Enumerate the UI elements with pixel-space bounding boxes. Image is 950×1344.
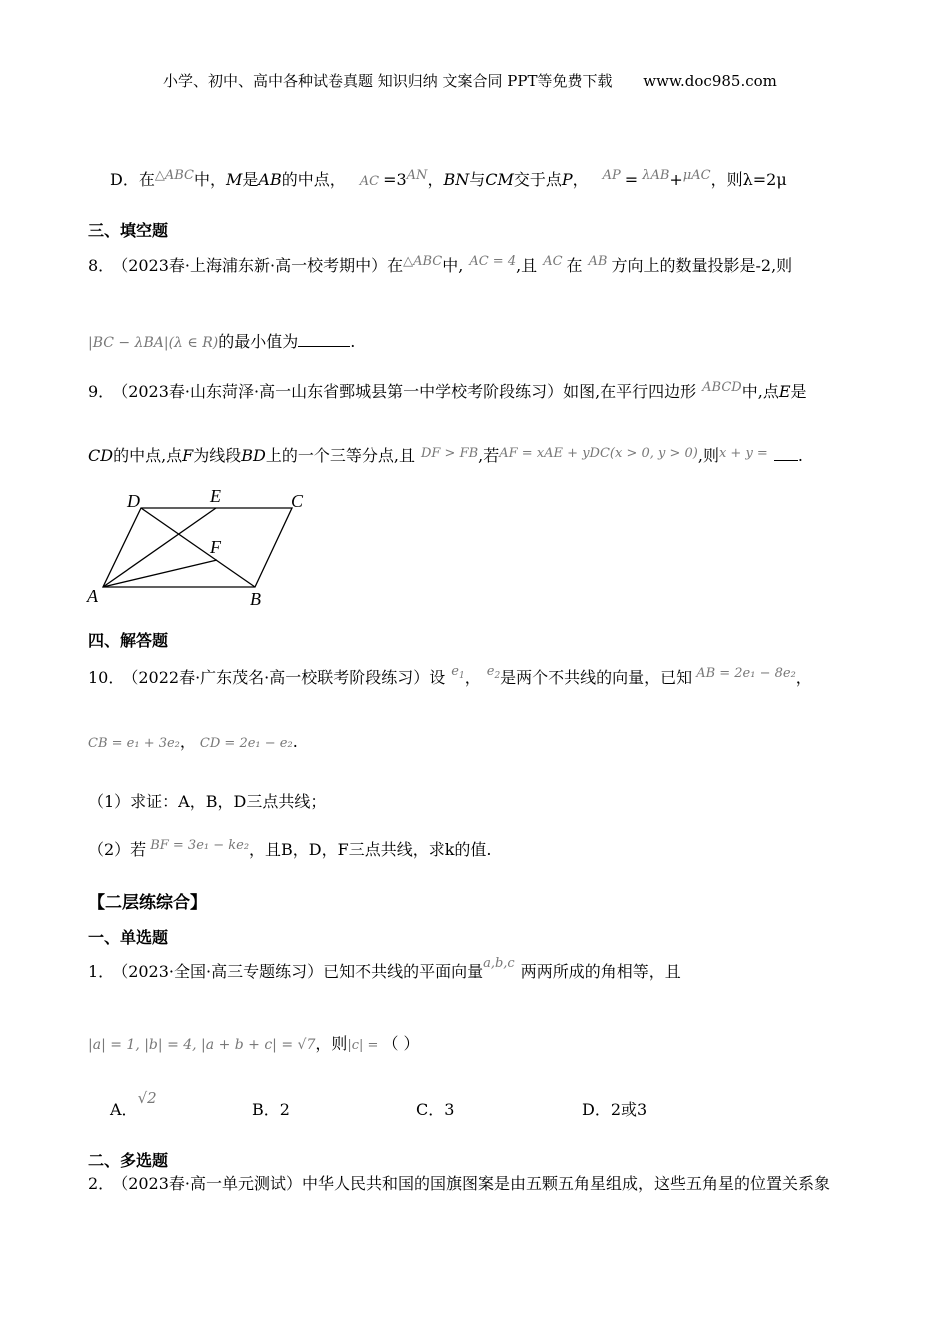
line-cm: CM [485,170,514,189]
section-single-choice: 一、单选题 [88,928,169,947]
text: A． [110,1100,138,1119]
line-af [103,560,217,587]
text: 是 [242,170,259,189]
text: 与 [469,170,486,189]
text: . [350,332,356,351]
magnitude-c: |c| = [347,1038,379,1053]
vectors-abc: a,b,c [483,956,515,971]
q10-line1 [88,664,812,694]
q9-line2 [88,444,803,468]
text: ,若 [478,446,500,465]
vec-ab: AB [588,254,608,269]
line-bn: BN [443,170,470,189]
text: ， [427,170,444,189]
text: . [797,446,803,465]
parallelogram-abcd: ABCD [702,380,742,395]
vec-e1: e1 [451,664,465,681]
triangle-abc: △ABC [403,254,443,269]
page-header [163,70,777,91]
section-multiple-choice: 二、多选题 [88,1151,169,1170]
q1-line2 [88,1034,420,1056]
text: ， [464,668,481,687]
min-expression: |BC − λBA|(λ ∈ R) [88,335,219,351]
lambda-ab: λAB [642,168,670,183]
q9-number: 9． [88,382,115,401]
text: 在 [566,256,583,275]
vec-ab-expr: AB = 2e₁ − 8e₂ [696,666,796,681]
answer-blank[interactable] [774,444,798,461]
label-b: B [250,589,261,609]
text: ， [179,732,196,751]
text: 交于点 [513,170,562,189]
q1-line1 [88,956,681,984]
section-answer: 四、解答题 [88,631,169,650]
text: . [292,732,298,751]
vec-cb-expr: CB = e₁ + 3e₂ [88,736,180,751]
q8-source: （2023春·上海浦东新·高一校考期中）在 [120,256,404,275]
x-plus-y: x + y = [718,446,768,461]
text: 中, [442,256,464,275]
text: ， [795,668,812,687]
vec-ac: AC [543,254,563,269]
point-m: M [226,170,243,189]
vec-ac: AC [359,174,380,189]
header-url: www.doc985.com [643,72,777,90]
choice-paren: （ ） [382,1034,420,1053]
segment-bd: BD [241,446,266,465]
sqrt2: √2 [137,1089,157,1107]
q2-number: 2． [88,1174,115,1193]
section-fill-blank: 三、填空题 [88,221,169,240]
q10-number: 10． [88,668,125,687]
vec-e2: e2 [486,664,501,681]
segment-cd: CD [88,446,114,465]
header-text: 小学、初中、高中各种试卷真题 知识归纳 文案合同 PPT等免费下载 [163,72,613,90]
label-c: C [291,491,304,511]
q10-part2 [88,840,492,862]
q10-source: （2022春·广东茂名·高一校联考阶段练习）设 [130,668,446,687]
q9-source: （2023春·山东菏泽·高一山东省鄄城县第一中学校考阶段练习）如图,在平行四边形 [120,382,697,401]
q2-text: （2023春·高一单元测试）中华人民共和国的国旗图案是由五颗五角星组成，这些五角星的位置关系象 [120,1174,830,1193]
text: 中， [193,170,226,189]
label-e: E [210,486,221,506]
q1-option-c[interactable]: C．3 [416,1100,455,1119]
q8-number: 8． [88,256,115,275]
option-d-line [110,170,787,192]
q1-option-a[interactable] [110,1089,157,1120]
q8-line1 [88,256,792,278]
df-gt-fb: DF > FB [420,446,479,461]
text: ,则 [697,446,719,465]
text: 是 [790,382,807,401]
text: 为线段 [193,446,242,465]
magnitude-conditions: |a| = 1, |b| = 4, |a + b + c| = √7 [88,1037,316,1053]
text: 的最小值为 [218,332,299,351]
text: 两两所成的角相等，且 [520,962,681,981]
answer-blank[interactable] [298,330,350,347]
point-p: P [561,170,573,189]
text: 是两个不共线的向量，已知 [500,668,693,687]
plus: + [669,170,683,189]
text: （2）若 [88,840,147,859]
q1-option-d[interactable]: D．2或3 [582,1100,648,1119]
vec-bf-expr: BF = 3e₁ − ke₂ [150,838,250,853]
eq: = [624,170,639,189]
vec-an: AN [406,168,428,183]
point-f: F [182,446,194,465]
segment-ab: AB [258,170,282,189]
q8-line2 [88,330,355,353]
text: 的中点,点 [113,446,183,465]
text: 上的一个三等分点,且 [265,446,415,465]
vec-cd-expr: CD = 2e₁ − e₂ [199,736,293,751]
ac-eq-4: AC = 4 [469,254,517,269]
text: 中,点 [741,382,779,401]
q10-part1: （1）求证：A，B，D三点共线； [88,792,327,811]
text: ,且 [516,256,538,275]
q1-options [110,1089,648,1120]
q1-number: 1． [88,962,115,981]
text: ， [572,170,589,189]
option-d-label: D．在 [110,170,155,189]
text: ，且B，D，F三点共线，求k的值. [249,840,492,859]
eq: =3 [383,170,407,189]
conclusion: ，则λ=2μ [710,170,787,189]
q1-option-b[interactable]: B．2 [252,1100,290,1119]
q9-line1 [88,382,807,404]
triangle-abc: △ABC [154,168,194,183]
level-2-title: 【二层练综合】 [88,893,207,913]
vec-ap: AP [602,168,621,183]
label-d: D [127,491,140,511]
label-f: F [210,537,221,557]
q10-line2 [88,732,298,754]
af-expression: AF = xAE + yDC(x > 0, y > 0) [499,446,698,461]
q1-source: （2023·全国·高三专题练习）已知不共线的平面向量 [120,962,484,981]
text: 的中点， [281,170,346,189]
point-e: E [778,382,791,401]
label-a: A [87,586,98,606]
text: 方向上的数量投影是-2,则 [611,256,793,275]
parallelogram-figure [85,485,315,610]
text: ，则 [315,1034,348,1053]
q2-line1 [88,1174,830,1194]
mu-ac: μAC [682,168,711,183]
